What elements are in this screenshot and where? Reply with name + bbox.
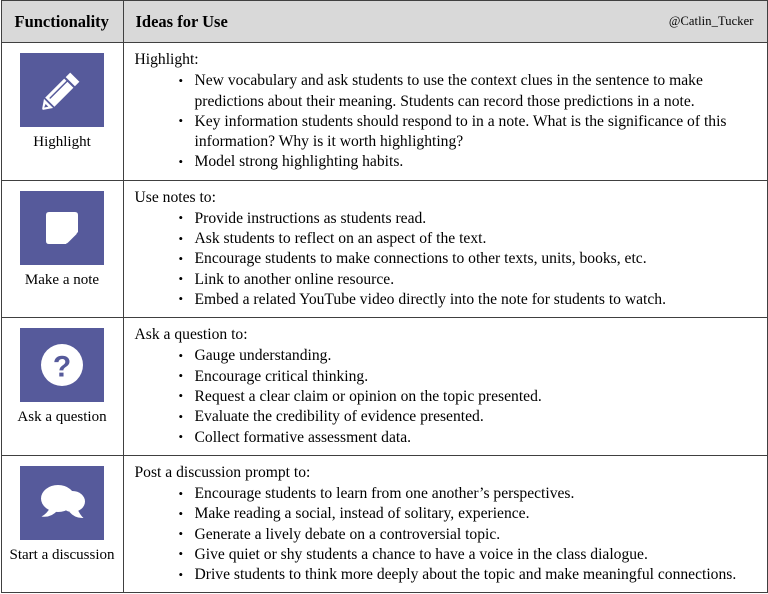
icon-tile-make-a-note bbox=[20, 191, 104, 265]
list-item: • New vocabulary and ask students to use the context clues in the sentence to make predictions about their meaning. Students can record those predictions in a note. bbox=[179, 71, 757, 112]
ideas-list bbox=[135, 209, 757, 310]
functionality-label: Ask a question bbox=[17, 409, 107, 426]
list-item: • Encourage students to make connections to other texts, units, books, etc. bbox=[179, 249, 757, 269]
functionality-cell-ask-a-question bbox=[1, 318, 123, 456]
list-item: • Provide instructions as students read. bbox=[179, 209, 757, 229]
sticky-note-icon bbox=[40, 206, 84, 250]
lead-in-text: Ask a question to: bbox=[134, 326, 248, 344]
speech-bubbles-icon bbox=[36, 481, 88, 525]
author-handle: @Catlin_Tucker bbox=[668, 14, 754, 28]
pencil-icon bbox=[39, 67, 85, 113]
icon-tile-highlight bbox=[20, 53, 104, 127]
table-body bbox=[1, 43, 767, 593]
functionality-label: Start a discussion bbox=[9, 546, 115, 563]
ideas-list bbox=[135, 484, 757, 585]
lead-in-text: Highlight: bbox=[134, 51, 199, 68]
header-row bbox=[1, 1, 767, 43]
table-row bbox=[1, 455, 767, 593]
ideas-cell-make-a-note bbox=[123, 180, 767, 318]
ideas-cell-ask-a-question bbox=[123, 318, 767, 456]
lead-in-text: Post a discussion prompt to: bbox=[134, 463, 311, 481]
list-item: • Generate a lively debate on a controversial topic. bbox=[179, 525, 757, 545]
list-item: • Key information students should respond to in a note. What is the significance of this information? Why is it worth highlighting? bbox=[179, 112, 757, 153]
list-item: • Request a clear claim or opinion on the topic presented. bbox=[179, 387, 757, 407]
list-item: • Ask students to reflect on an aspect of the text. bbox=[179, 229, 757, 249]
question-mark-circle-icon bbox=[38, 341, 86, 389]
header-cell-functionality: Functionality bbox=[1, 1, 123, 43]
list-item: • Link to another online resource. bbox=[179, 270, 757, 290]
functionality-label: Make a note bbox=[24, 271, 100, 288]
list-item: • Collect formative assessment data. bbox=[179, 428, 757, 448]
table-row bbox=[1, 180, 767, 318]
functionality-label: Highlight bbox=[33, 134, 91, 150]
header-cell-ideas bbox=[123, 1, 767, 43]
ideas-cell-highlight bbox=[123, 43, 767, 181]
list-item: • Give quiet or shy students a chance to have a voice in the class dialogue. bbox=[179, 545, 757, 565]
ideas-cell-start-a-discussion bbox=[123, 455, 767, 593]
list-item: • Evaluate the credibility of evidence presented. bbox=[179, 407, 757, 427]
icon-tile-start-a-discussion bbox=[20, 466, 104, 540]
table-header bbox=[1, 1, 767, 43]
list-item: • Make reading a social, instead of solitary, experience. bbox=[179, 504, 757, 524]
list-item: • Encourage critical thinking. bbox=[179, 367, 757, 387]
table-row bbox=[1, 318, 767, 456]
functionality-cell-start-a-discussion bbox=[1, 455, 123, 593]
list-item: • Embed a related YouTube video directly into the note for students to watch. bbox=[179, 290, 757, 310]
functionality-ideas-table bbox=[1, 0, 768, 593]
lead-in-text: Use notes to: bbox=[134, 188, 216, 206]
functionality-cell-highlight bbox=[1, 43, 123, 181]
icon-tile-ask-a-question bbox=[20, 328, 104, 402]
functionality-cell-make-a-note bbox=[1, 180, 123, 318]
list-item: • Gauge understanding. bbox=[179, 346, 757, 366]
list-item: • Model strong highlighting habits. bbox=[179, 152, 757, 172]
list-item: • Drive students to think more deeply about the topic and make meaningful connections. bbox=[179, 565, 757, 585]
header-label-ideas: Ideas for Use bbox=[135, 11, 228, 31]
ideas-list bbox=[135, 346, 757, 447]
table-row bbox=[1, 43, 767, 181]
svg-text:?: ? bbox=[52, 350, 72, 384]
list-item: • Encourage students to learn from one another’s perspectives. bbox=[179, 484, 757, 504]
ideas-list bbox=[135, 71, 757, 172]
